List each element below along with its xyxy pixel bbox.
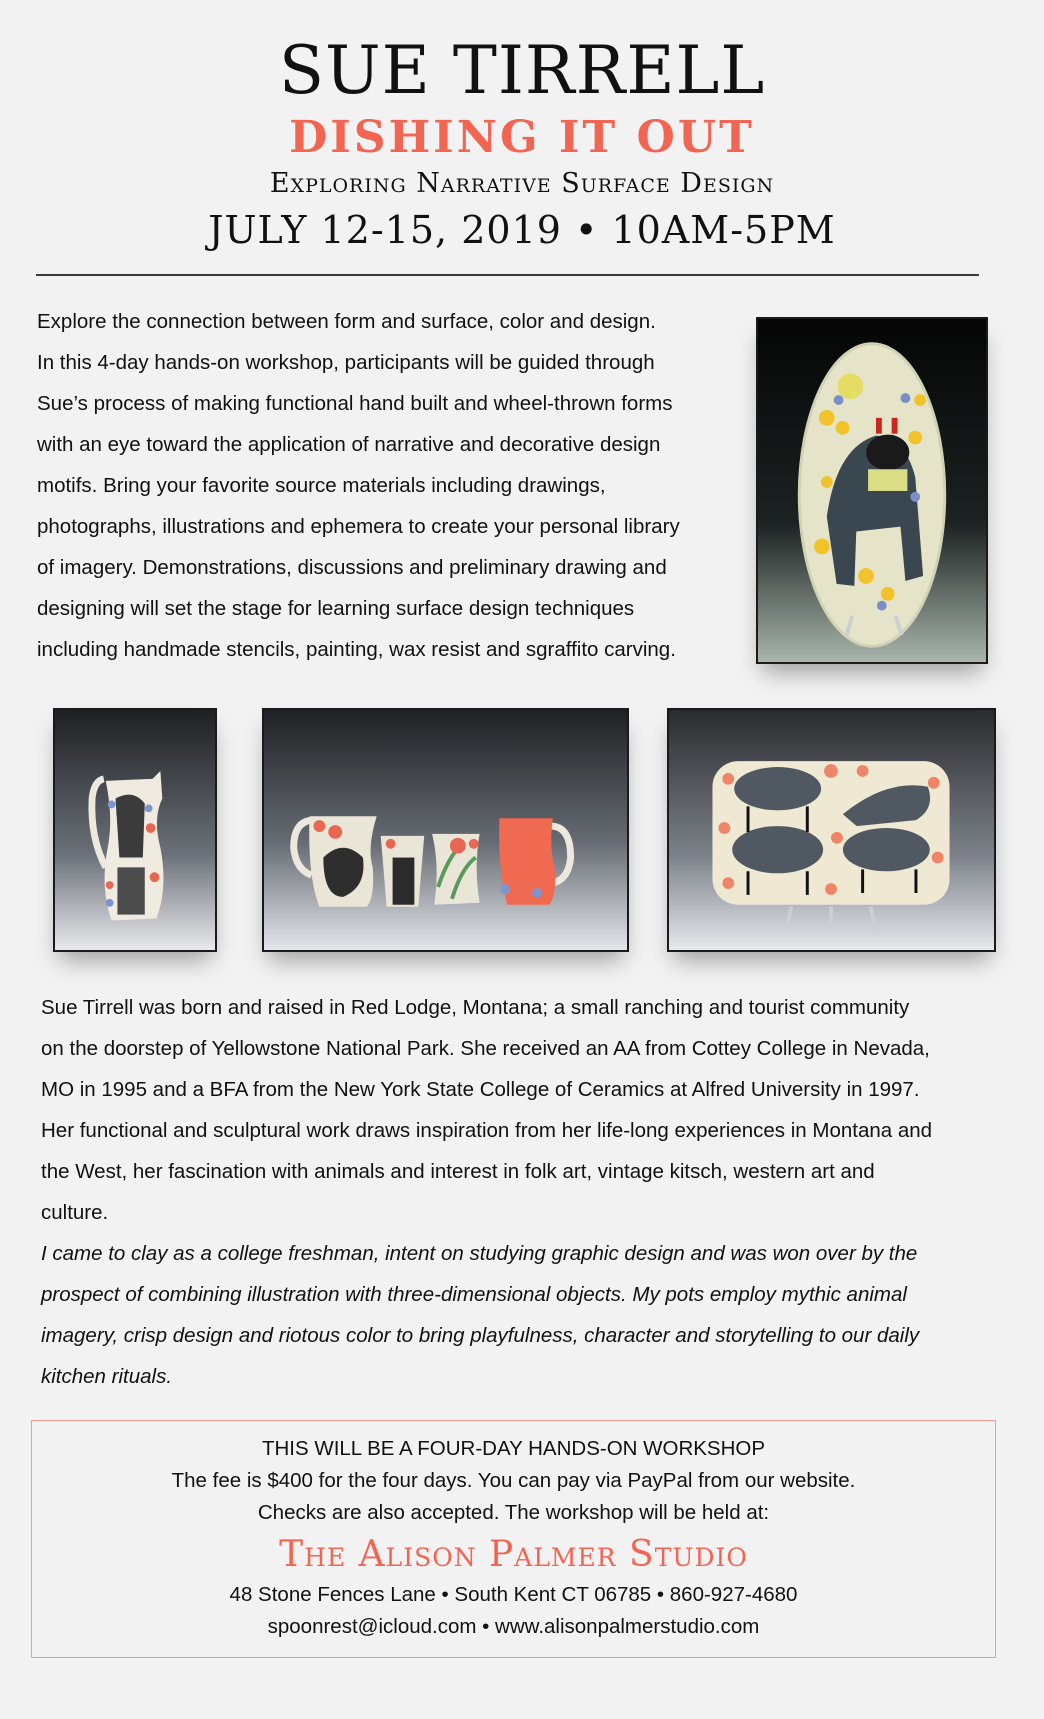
artist-quote-line: kitchen rituals. xyxy=(41,1365,173,1388)
workshop-dates: JULY 12-15, 2019 • 10AM-5PM xyxy=(208,208,836,252)
intro-line: designing will set the stage for learning surface design techniques xyxy=(37,597,635,620)
cups-photo xyxy=(262,708,629,952)
pitcher-photo xyxy=(53,708,217,952)
intro-line: Explore the connection between form and surface, color and design. xyxy=(37,310,656,333)
checks-text: Checks are also accepted. The workshop will be held at: xyxy=(257,1501,770,1524)
contact-line xyxy=(32,1611,995,1643)
intro-line: photographs, illustrations and ephemera to create your personal library xyxy=(37,515,680,538)
artist-quote-line: I came to clay as a college freshman, intent on studying graphic design and was won over by the xyxy=(41,1242,918,1265)
info-heading: THIS WILL BE A FOUR-DAY HANDS-ON WORKSHOP xyxy=(261,1437,766,1460)
bio-line: Sue Tirrell was born and raised in Red Lodge, Montana; a small ranching and tourist community xyxy=(41,996,910,1019)
studio-name: The Alison Palmer Studio xyxy=(279,1534,748,1575)
bio-line: MO in 1995 and a BFA from the New York State College of Ceramics at Alfred University in 1997. xyxy=(41,1078,920,1101)
workshop-info-box xyxy=(31,1420,996,1658)
intro-line: Sue’s process of making functional hand built and wheel-thrown forms xyxy=(37,392,673,415)
intro-paragraph xyxy=(37,301,747,670)
bio-line: on the doorstep of Yellowstone National Park. She received an AA from Cottey College in Nevada, xyxy=(41,1037,930,1060)
artist-quote-line: prospect of combining illustration with three-dimensional objects. My pots employ mythic animal xyxy=(41,1283,907,1306)
intro-line: including handmade stencils, painting, wax resist and sgraffito carving. xyxy=(37,638,676,661)
email-link[interactable]: spoonrest@icloud.com xyxy=(267,1615,477,1638)
bio-line: Her functional and sculptural work draws inspiration from her life-long experiences in Montana and xyxy=(41,1119,933,1142)
separator: • xyxy=(476,1615,496,1638)
artist-quote-line: imagery, crisp design and riotous color to bring playfulness, character and storytelling to our daily xyxy=(41,1324,920,1347)
studio-address: 48 Stone Fences Lane • South Kent CT 06785 • 860-927-4680 xyxy=(229,1583,798,1606)
workshop-subtitle: DISHING IT OUT xyxy=(289,112,755,163)
intro-line: of imagery. Demonstrations, discussions and preliminary drawing and xyxy=(37,556,667,579)
header-divider xyxy=(36,274,979,276)
workshop-tagline: Exploring Narrative Surface Design xyxy=(269,168,775,199)
intro-line: motifs. Bring your favorite source materials including drawings, xyxy=(37,474,606,497)
fee-text: The fee is $400 for the four days. You can pay via PayPal from our website. xyxy=(171,1469,856,1492)
intro-line: In this 4-day hands-on workshop, participants will be guided through xyxy=(37,351,655,374)
bio-line: the West, her fascination with animals and interest in folk art, vintage kitsch, western art and xyxy=(41,1160,875,1183)
platter-photo xyxy=(756,317,988,664)
bio-line: culture. xyxy=(41,1201,109,1224)
intro-line: with an eye toward the application of narrative and decorative design xyxy=(37,433,661,456)
website-link[interactable]: www.alisonpalmerstudio.com xyxy=(495,1615,760,1638)
page-title: SUE TIRRELL xyxy=(278,32,766,109)
artist-bio xyxy=(41,987,1021,1397)
tray-photo xyxy=(667,708,996,952)
